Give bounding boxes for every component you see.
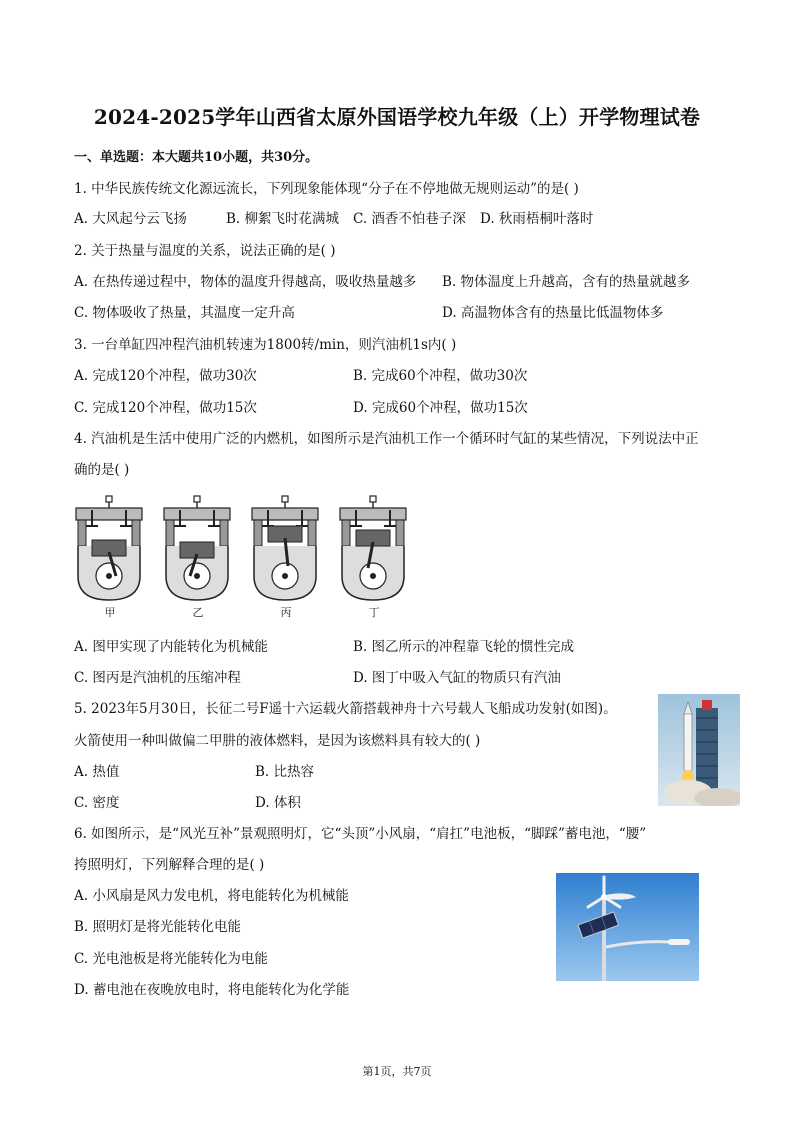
question-3-option-d: D. 完成60个冲程，做功15次 [353, 400, 528, 416]
question-4-option-b: B. 图乙所示的冲程靠飞轮的惯性完成 [353, 639, 575, 655]
question-4-option-a: A. 图甲实现了内能转化为机械能 [74, 639, 268, 655]
question-4-stem-line2: 确的是( ) [74, 462, 130, 478]
question-4-stem-line1: 4. 汽油机是生活中使用广泛的内燃机，如图所示是汽油机工作一个循环时气缸的某些情况，下列说法中正 [74, 431, 699, 447]
question-2-option-c: C. 物体吸收了热量，其温度一定升高 [74, 305, 295, 321]
question-3-option-b: B. 完成60个冲程，做功30次 [353, 368, 528, 384]
page-title: 2024-2025学年山西省太原外国语学校九年级（上）开学物理试卷 [93, 105, 701, 129]
question-5-option-d: D. 体积 [255, 795, 301, 811]
question-2-option-d: D. 高温物体含有的热量比低温物体多 [442, 305, 664, 321]
rocket-launch-photo [658, 694, 740, 806]
question-3-stem: 3. 一台单缸四冲程汽油机转速为1800转/min，则汽油机1s内( ) [74, 337, 457, 353]
question-2-stem: 2. 关于热量与温度的关系，说法正确的是( ) [74, 243, 336, 259]
wind-solar-lamp-photo [556, 873, 699, 981]
question-5-stem-line1: 5. 2023年5月30日，长征二号F遥十六运载火箭搭载神舟十六号载人飞船成功发射(如图)。 [74, 701, 617, 717]
question-6-option-c: C. 光电池板是将光能转化为电能 [74, 951, 268, 967]
figure-label-ding: 丁 [368, 606, 380, 619]
question-2-option-b: B. 物体温度上升越高，含有的热量就越多 [442, 274, 691, 290]
question-6-option-d: D. 蓄电池在夜晚放电时，将电能转化为化学能 [74, 982, 350, 998]
question-6-stem-line2: 挎照明灯，下列解释合理的是( ) [74, 857, 265, 873]
question-1-option-c: C. 酒香不怕巷子深 [353, 211, 466, 227]
question-6-stem-line1: 6. 如图所示，是“风光互补”景观照明灯，它“头顶”小风扇，“肩扛”电池板，“脚踩”蓄电池，“腰” [74, 826, 647, 842]
figure-label-bing: 丙 [280, 606, 292, 619]
question-4-option-c: C. 图丙是汽油机的压缩冲程 [74, 670, 241, 686]
question-6-option-a: A. 小风扇是风力发电机，将电能转化为机械能 [74, 888, 349, 904]
question-5-option-c: C. 密度 [74, 795, 120, 811]
question-1-option-b: B. 柳絮飞时花满城 [226, 211, 340, 227]
figure-label-yi: 乙 [192, 606, 204, 619]
question-1-stem: 1. 中华民族传统文化源远流长，下列现象能体现“分子在不停地做无规则运动”的是( ) [74, 181, 579, 197]
question-4-option-d: D. 图丁中吸入气缸的物质只有汽油 [353, 670, 561, 686]
figure-label-jia: 甲 [104, 606, 116, 619]
question-3-option-a: A. 完成120个冲程，做功30次 [74, 368, 257, 384]
page-footer: 第1页，共7页 [362, 1065, 432, 1078]
question-1-option-a: A. 大风起兮云飞扬 [74, 211, 187, 227]
question-1-option-d: D. 秋雨梧桐叶落时 [480, 211, 594, 227]
section-heading: 一、单选题：本大题共10小题，共30分。 [74, 150, 319, 165]
engine-strokes-figure [72, 492, 412, 602]
question-5-option-b: B. 比热容 [255, 764, 315, 780]
question-5-option-a: A. 热值 [74, 764, 120, 780]
question-5-stem-line2: 火箭使用一种叫做偏二甲肼的液体燃料，是因为该燃料具有较大的( ) [74, 733, 481, 749]
question-6-option-b: B. 照明灯是将光能转化电能 [74, 919, 242, 935]
question-2-option-a: A. 在热传递过程中，物体的温度升得越高，吸收热量越多 [74, 274, 417, 290]
question-3-option-c: C. 完成120个冲程，做功15次 [74, 400, 257, 416]
